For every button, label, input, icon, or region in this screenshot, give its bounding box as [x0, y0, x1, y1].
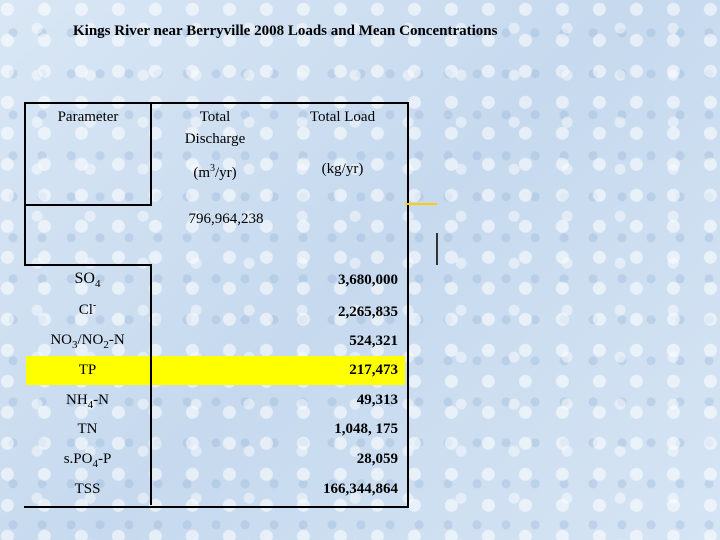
load-nh4-n: 49,313 — [356, 392, 398, 408]
header-total-load: Total Load — [309, 109, 376, 125]
param-tp: TP — [78, 362, 97, 378]
load-no3-no2-n: 524,321 — [349, 333, 398, 349]
header-load-units: (kg/yr) — [321, 161, 364, 177]
discharge-units-pre: (m — [193, 165, 210, 181]
param-tss: TSS — [74, 481, 101, 497]
discharge-units-post: /yr) — [215, 165, 237, 181]
param-cl: Cl- — [78, 300, 97, 318]
header-parameter: Parameter — [57, 109, 119, 125]
param-header-bottom-line — [24, 204, 152, 206]
discharge-units-sup: 3 — [210, 163, 215, 174]
param-spo4-p: $s.PO_4-P$ — [63, 451, 112, 470]
load-cl: 2,265,835 — [338, 304, 398, 320]
load-spo4-p: 28,059 — [356, 451, 398, 467]
param-so4: $SO_4$ — [74, 270, 101, 290]
param-header-left-border — [24, 102, 26, 264]
param-column-divider-top — [150, 102, 152, 205]
header-discharge-units — [170, 158, 260, 184]
page-title: Kings River near Berryville 2008 Loads and Mean Concentrations — [73, 23, 498, 39]
total-discharge-value: 796,964,238 — [188, 211, 264, 227]
header-total-discharge: Total Discharge — [184, 109, 246, 147]
param-no3-no2-n: $NO_3/NO_2-N$ — [50, 332, 125, 351]
param-nh4-n: $NH_4-N$ — [66, 392, 109, 411]
decorative-vertical-line — [436, 233, 438, 265]
decorative-yellow-line — [405, 203, 437, 205]
load-tss: 166,344,864 — [323, 481, 398, 497]
load-tn: 1,048, 175 — [334, 421, 398, 437]
param-tn: TN — [77, 421, 98, 437]
load-so4: 3,680,000 — [338, 272, 398, 288]
load-tp: 217,473 — [349, 362, 398, 378]
